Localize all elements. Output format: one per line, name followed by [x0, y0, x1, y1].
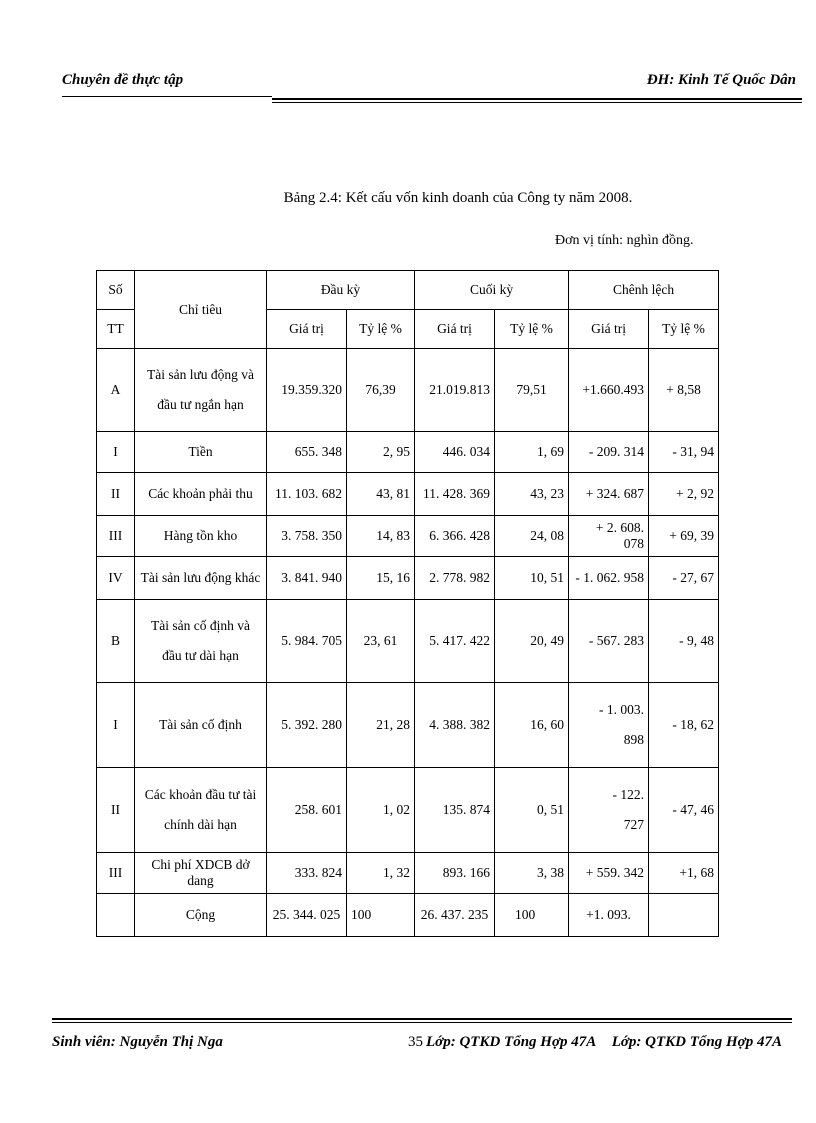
- cuoi-ky-value: 21.019.813: [415, 349, 495, 432]
- chenh-lech-pct: - 18, 62: [649, 683, 719, 768]
- dau-ky-pct: 43, 81: [347, 473, 415, 516]
- chenh-lech-value: +1.660.493: [569, 349, 649, 432]
- so-tt-header: [97, 271, 135, 310]
- chenh-lech-gia-tri-header: Giá trị: [569, 310, 649, 349]
- chenh-lech-pct: - 31, 94: [649, 432, 719, 473]
- table-row: [97, 768, 719, 853]
- header-right-text: ĐH: Kinh Tế Quốc Dân: [646, 72, 796, 88]
- dau-ky-value: 19.359.320: [267, 349, 347, 432]
- row-name: Tài sản cố định: [135, 683, 267, 768]
- chenh-lech-ty-le-header: Tỷ lệ %: [649, 310, 719, 349]
- row-name: Các khoản phải thu: [135, 473, 267, 516]
- dau-ky-pct: 2, 95: [347, 432, 415, 473]
- header-rule-thin: [62, 96, 272, 97]
- chenh-lech-pct: +1, 68: [649, 853, 719, 894]
- cuoi-ky-pct: 43, 23: [495, 473, 569, 516]
- footer-rule-thick: [52, 1018, 792, 1020]
- footer-class-right: Lớp: QTKD Tổng Hợp 47A: [611, 1034, 782, 1050]
- tt-header: TT: [97, 310, 135, 349]
- header-rule-thick: [272, 98, 802, 100]
- dau-ky-value: 3. 758. 350: [267, 516, 347, 557]
- total-row: [97, 894, 719, 937]
- cuoi-ky-pct: 79,51: [495, 349, 569, 432]
- row-name: [135, 768, 267, 853]
- chenh-lech-pct: + 2, 92: [649, 473, 719, 516]
- footer-rule-thin: [52, 1022, 792, 1023]
- row-tt: II: [97, 473, 135, 516]
- chenh-lech-value: + 2. 608. 078: [569, 516, 649, 557]
- row-tt: B: [97, 600, 135, 683]
- caption-text: Bảng 2.4: Kết cấu vốn kinh doanh của Công ty năm 2008.: [283, 190, 633, 206]
- cuoi-ky-pct: 1, 69: [495, 432, 569, 473]
- dau-ky-value: 333. 824: [267, 853, 347, 894]
- dau-ky-value: 3. 841. 940: [267, 557, 347, 600]
- row-name-line1: Tài sản cố định và: [151, 618, 250, 633]
- row-name: [135, 600, 267, 683]
- page-number: 35: [408, 1034, 423, 1050]
- chenh-lech-value: + 559. 342: [569, 853, 649, 894]
- table-row: [97, 683, 719, 768]
- dau-ky-value: 655. 348: [267, 432, 347, 473]
- chenh-lech-header: Chênh lệch: [569, 271, 719, 310]
- dau-ky-pct: 100: [347, 894, 415, 937]
- chenh-lech-value-line2: 727: [623, 817, 645, 832]
- table-row: [97, 600, 719, 683]
- cuoi-ky-pct: 0, 51: [495, 768, 569, 853]
- cuoi-ky-ty-le-header: Tỷ lệ %: [495, 310, 569, 349]
- chenh-lech-value-line1: - 122.: [612, 787, 645, 802]
- so-label: Số: [108, 282, 123, 297]
- dau-ky-pct: 1, 02: [347, 768, 415, 853]
- dau-ky-pct: 15, 16: [347, 557, 415, 600]
- cuoi-ky-value: 6. 366. 428: [415, 516, 495, 557]
- chenh-lech-pct: - 9, 48: [649, 600, 719, 683]
- chenh-lech-pct: [649, 894, 719, 937]
- chenh-lech-value: - 1. 062. 958: [569, 557, 649, 600]
- student-name: Sinh viên: Nguyễn Thị Nga: [52, 1034, 223, 1050]
- row-name: Hàng tồn kho: [135, 516, 267, 557]
- cuoi-ky-pct: 24, 08: [495, 516, 569, 557]
- page-header: [62, 72, 802, 112]
- dau-ky-value: 5. 984. 705: [267, 600, 347, 683]
- cuoi-ky-value: 4. 388. 382: [415, 683, 495, 768]
- footer-class-mid: Lớp: QTKD Tổng Hợp 47A: [426, 1034, 597, 1050]
- header-row-1: [97, 271, 719, 310]
- chenh-lech-value: - 209. 314: [569, 432, 649, 473]
- dau-ky-pct: 14, 83: [347, 516, 415, 557]
- cuoi-ky-pct: 20, 49: [495, 600, 569, 683]
- chenh-lech-value: +1. 093.: [569, 894, 649, 937]
- row-name: [135, 349, 267, 432]
- dau-ky-ty-le-header: Tỷ lệ %: [347, 310, 415, 349]
- row-tt: [97, 894, 135, 937]
- cuoi-ky-gia-tri-header: Giá trị: [415, 310, 495, 349]
- cuoi-ky-pct: 16, 60: [495, 683, 569, 768]
- dau-ky-header: Đầu kỳ: [267, 271, 415, 310]
- table-row: [97, 516, 719, 557]
- row-name: Cộng: [135, 894, 267, 937]
- cuoi-ky-value: 2. 778. 982: [415, 557, 495, 600]
- table-row: [97, 473, 719, 516]
- dau-ky-value: 25. 344. 025: [267, 894, 347, 937]
- chenh-lech-value: [569, 768, 649, 853]
- dau-ky-pct: 21, 28: [347, 683, 415, 768]
- chenh-lech-pct: - 27, 67: [649, 557, 719, 600]
- chenh-lech-value: [569, 683, 649, 768]
- cuoi-ky-pct: 100: [495, 894, 569, 937]
- header-rule-bottom: [272, 102, 802, 103]
- unit-note: Đơn vị tính: nghìn đồng.: [555, 233, 694, 248]
- table-caption: [0, 190, 816, 207]
- cuoi-ky-header: Cuối kỳ: [415, 271, 569, 310]
- cuoi-ky-value: 5. 417. 422: [415, 600, 495, 683]
- dau-ky-gia-tri-header: Giá trị: [267, 310, 347, 349]
- row-name-line2: đầu tư ngắn hạn: [157, 397, 244, 412]
- cuoi-ky-pct: 10, 51: [495, 557, 569, 600]
- row-tt: III: [97, 853, 135, 894]
- chenh-lech-pct: - 47, 46: [649, 768, 719, 853]
- chenh-lech-pct: + 8,58: [649, 349, 719, 432]
- table-row: [97, 432, 719, 473]
- chenh-lech-value: + 324. 687: [569, 473, 649, 516]
- cuoi-ky-pct: 3, 38: [495, 853, 569, 894]
- cuoi-ky-value: 135. 874: [415, 768, 495, 853]
- row-tt: I: [97, 432, 135, 473]
- row-name-line1: Các khoản đầu tư tài: [144, 787, 257, 802]
- capital-structure-table: [96, 270, 719, 937]
- dau-ky-pct: 1, 32: [347, 853, 415, 894]
- row-tt: IV: [97, 557, 135, 600]
- row-name-line2: chính dài hạn: [164, 817, 237, 832]
- row-name: Chi phí XDCB dở dang: [135, 853, 267, 894]
- cuoi-ky-value: 11. 428. 369: [415, 473, 495, 516]
- chenh-lech-value: - 567. 283: [569, 600, 649, 683]
- row-name: Tiền: [135, 432, 267, 473]
- chenh-lech-pct: + 69, 39: [649, 516, 719, 557]
- row-tt: I: [97, 683, 135, 768]
- dau-ky-pct: 76,39: [347, 349, 415, 432]
- row-tt: II: [97, 768, 135, 853]
- row-tt: A: [97, 349, 135, 432]
- cuoi-ky-value: 26. 437. 235: [415, 894, 495, 937]
- chenh-lech-value-line1: - 1. 003.: [599, 702, 645, 717]
- dau-ky-pct: 23, 61: [347, 600, 415, 683]
- cuoi-ky-value: 446. 034: [415, 432, 495, 473]
- dau-ky-value: 258. 601: [267, 768, 347, 853]
- row-name-line2: đầu tư dài hạn: [162, 648, 239, 663]
- table-row: [97, 853, 719, 894]
- table-row: [97, 557, 719, 600]
- row-name-line1: Tài sản lưu động và: [146, 367, 255, 382]
- chenh-lech-value-line2: 898: [623, 732, 645, 747]
- row-name: Tài sản lưu động khác: [135, 557, 267, 600]
- page-footer: [52, 1018, 792, 1068]
- table-row: [97, 349, 719, 432]
- chi-tieu-header: Chỉ tiêu: [135, 271, 267, 349]
- header-left-text: Chuyên đề thực tập: [62, 72, 184, 88]
- dau-ky-value: 11. 103. 682: [267, 473, 347, 516]
- dau-ky-value: 5. 392. 280: [267, 683, 347, 768]
- cuoi-ky-value: 893. 166: [415, 853, 495, 894]
- row-tt: III: [97, 516, 135, 557]
